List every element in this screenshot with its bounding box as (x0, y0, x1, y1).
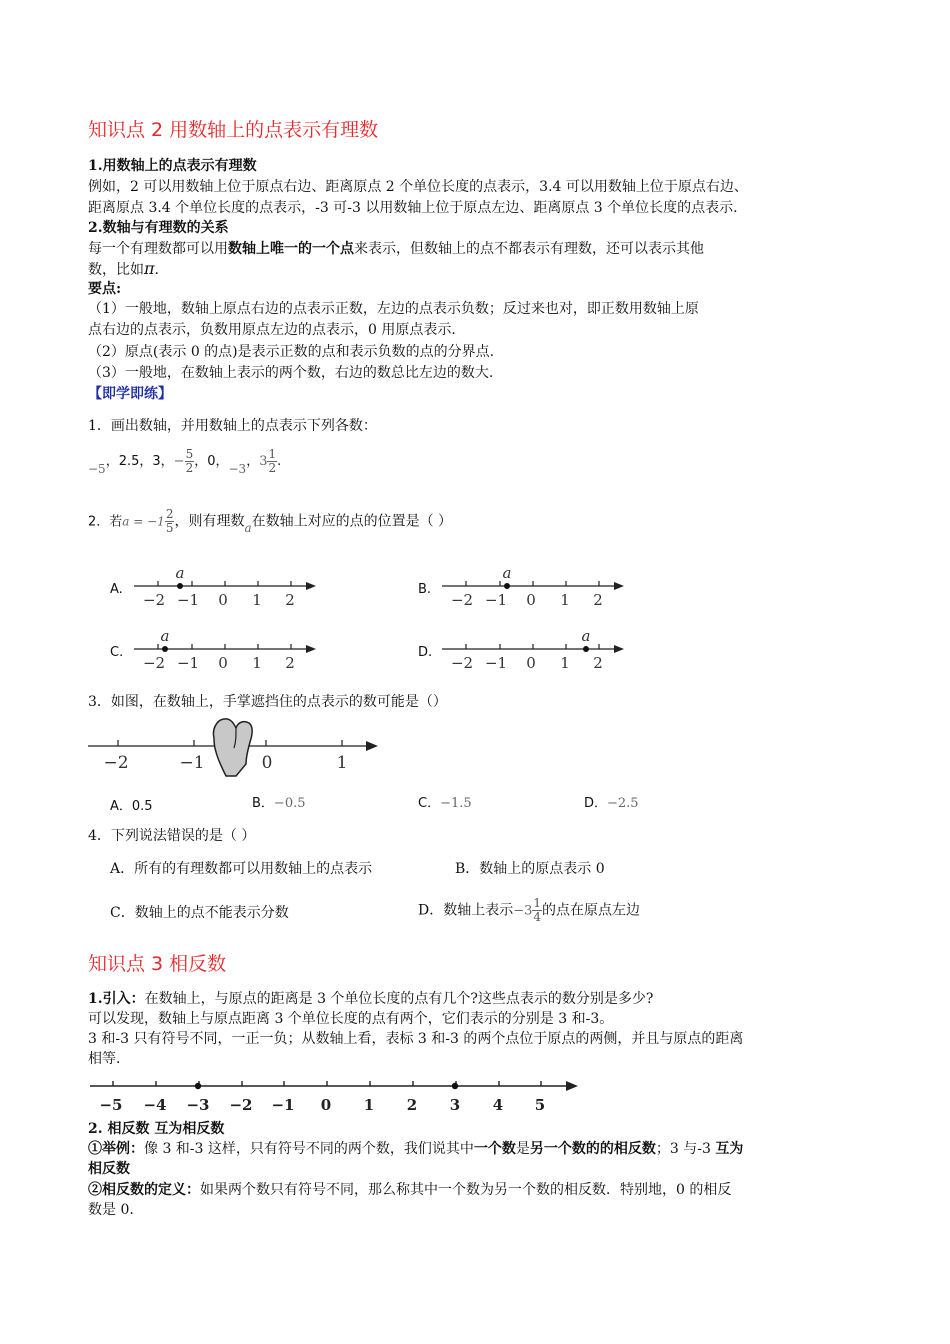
option-value: −2.5 (607, 796, 639, 811)
whole-part: 3 (259, 454, 268, 469)
number-line-hand (86, 716, 386, 788)
text-span: 是 (515, 1141, 530, 1157)
key-point-1-cont: 点右边的点表示，负数用原点左边的点表示，0 用原点表示. (88, 322, 456, 338)
bold-text-span: 另一个数的的相反数 (529, 1141, 656, 1157)
bold-label: ①举例： (88, 1141, 144, 1157)
paragraph-line (88, 239, 704, 259)
example-line-1 (88, 1139, 743, 1159)
paragraph-line (88, 259, 159, 280)
tick-label: −1 (271, 1096, 295, 1114)
fraction-5-2 (185, 448, 195, 475)
paragraph-line: 例如，2 可以用数轴上位于原点右边、距离原点 2 个单位长度的点表示，3.4 可以用数轴上位于原点右边、 (88, 179, 748, 195)
paragraph-line: 距离原点 3.4 个单位长度的点表示，-3 可-3 以用数轴上位于原点左边、距离原点 3 个单位长度的点表示. (88, 200, 738, 216)
numerator: 5 (185, 447, 194, 461)
tick-label: 3 (449, 1096, 461, 1114)
text-span: 数，比如 (88, 262, 144, 278)
question-1: 1．画出数轴，并用数轴上的点表示下列各数： (88, 418, 377, 434)
text-span: 像 3 和-3 这样，只有符号不同的两个数，我们说其中 (144, 1141, 474, 1157)
point-label: a (581, 628, 591, 645)
tick-label: −1 (176, 654, 200, 672)
option-value: −1.5 (440, 796, 472, 811)
separator: ， (246, 454, 260, 469)
tick-label: 0 (320, 1096, 332, 1114)
bold-label: 1.引入： (88, 991, 145, 1007)
tick-label: 2 (593, 591, 603, 609)
intro-line-3: 3 和-3 只有符号不同，一正一负；从数轴上看，表标 3 和-3 的两个点位于原点的两侧，并且与原点的距离 (88, 1031, 744, 1047)
tick-label: 2 (593, 654, 603, 672)
intro-line-1 (88, 989, 653, 1009)
number-line-option-b (438, 565, 638, 610)
tick-label: 1 (560, 591, 570, 609)
point-label: a (502, 565, 512, 582)
expression: a = −1 (122, 514, 165, 529)
text-span: . (154, 262, 159, 278)
q4-option-c[interactable]: C．数轴上的点不能表示分数 (110, 905, 289, 921)
text-span: 在数轴上对应的点的位置是（ ） (251, 513, 453, 530)
separator: ，0， (194, 454, 229, 469)
tick-label: −2 (229, 1096, 253, 1114)
number-line-option-a (130, 565, 330, 610)
option-label: C． (418, 796, 441, 811)
key-point-2: （2）原点(表示 0 的点)是表示正数的点和表示负数的点的分界点. (88, 344, 495, 360)
denominator: 2 (185, 461, 194, 475)
intro-line-2: 可以发现，数轴上与原点距离 3 个单位长度的点有两个，它们表示的分别是 3 和-3。 (88, 1011, 614, 1027)
bold-text-span: 一个数 (473, 1141, 516, 1157)
tick-label: −1 (176, 591, 200, 609)
number-line-option-d (438, 628, 638, 673)
example-line-2: 相反数 (88, 1161, 130, 1177)
number-item: −5 (88, 462, 106, 476)
text-span: 2．若 (88, 514, 123, 530)
point-3 (452, 1083, 458, 1089)
key-points-label: 要点: (88, 281, 122, 297)
text-span: 每一个有理数都可以用 (88, 241, 228, 257)
subtitle-2: 2.数轴与有理数的关系 (88, 220, 229, 236)
separator: . (277, 454, 282, 469)
denominator: 2 (268, 461, 277, 475)
q3-option-d[interactable] (584, 792, 639, 811)
denominator: 4 (533, 910, 542, 924)
question-1-numbers (88, 448, 281, 475)
tick-label: −2 (142, 654, 166, 672)
key-point-1: （1）一般地，数轴上原点右边的点表示正数，左边的点表示负数；反过来也对，即正数用数轴上原 (88, 301, 699, 317)
q4-option-a[interactable]: A．所有的有理数都可以用数轴上的点表示 (110, 861, 373, 877)
text-span: D．数轴上表示 (418, 902, 514, 919)
number-item: −3 (228, 462, 247, 476)
bold-text-span: 数轴上唯一的一个点 (228, 241, 354, 257)
tick-label: 0 (218, 654, 228, 672)
point-a (504, 583, 510, 589)
number-line-option-c (130, 628, 330, 673)
minus-sign: − (173, 454, 185, 469)
tick-label: 1 (252, 654, 262, 672)
tick-label: 0 (526, 654, 536, 672)
q4-option-d[interactable] (418, 897, 640, 924)
pi-symbol: π (144, 259, 155, 278)
text-span: ，则有理数 (174, 513, 245, 530)
tick-label: −2 (450, 591, 474, 609)
point-a (162, 646, 168, 652)
option-d-label[interactable]: D. (418, 645, 433, 660)
q4-option-b[interactable]: B．数轴上的原点表示 0 (455, 861, 605, 877)
tick-label: −1 (484, 591, 508, 609)
question-2 (88, 508, 452, 535)
tick-label: 2 (406, 1096, 418, 1114)
number-line-opposites (88, 1072, 588, 1118)
bold-text-span: 互为 (715, 1141, 744, 1157)
text-span: 如果两个数只有符号不同，那么称其中一个数为另一个数的相反数．特别地，0 的相反 (200, 1182, 732, 1198)
tick-label: 0 (526, 591, 536, 609)
point-label: a (160, 628, 170, 645)
option-value: −0.5 (273, 796, 306, 811)
fraction-2-5 (165, 508, 175, 535)
practice-label: 【即学即练】 (88, 386, 172, 402)
section-title-kp3: 知识点 3 相反数 (88, 953, 227, 975)
tick-label: −4 (143, 1096, 167, 1114)
tick-label: 1 (363, 1096, 375, 1114)
fraction-1-2 (267, 448, 277, 475)
subtitle-1: 1.用数轴上的点表示有理数 (88, 158, 257, 174)
numerator: 1 (268, 447, 277, 461)
tick-label: 0 (218, 591, 228, 609)
numerator: 2 (165, 507, 174, 521)
subtitle-opposites: 2. 相反数 互为相反数 (88, 1121, 225, 1137)
numerator: 1 (533, 896, 542, 910)
intro-line-4: 相等. (88, 1051, 121, 1067)
tick-label: 2 (285, 591, 295, 609)
denominator: 5 (165, 521, 174, 535)
section-title-kp2: 知识点 2 用数轴上的点表示有理数 (88, 119, 379, 141)
hand-icon (213, 719, 252, 776)
tick-label: 1 (336, 753, 348, 773)
tick-label: 5 (534, 1096, 546, 1114)
text-span: 在数轴上，与原点的距离是 3 个单位长度的点有几个?这些点表示的数分别是多少? (144, 991, 654, 1007)
separator: ，2.5，3， (105, 454, 174, 469)
text-span: ；3 与-3 (655, 1141, 716, 1157)
tick-label: 2 (285, 654, 295, 672)
definition-line-1 (88, 1180, 731, 1200)
text-span: 的点在原点左边 (542, 902, 641, 919)
tick-label: 4 (492, 1096, 504, 1114)
point-a (583, 646, 589, 652)
q3-option-c[interactable] (418, 792, 472, 811)
point-a (177, 583, 183, 589)
question-4: 4．下列说法错误的是（ ） (88, 828, 256, 844)
point-minus-3 (195, 1083, 201, 1089)
option-label: D． (584, 796, 608, 811)
question-3: 3．如图，在数轴上，手掌遮挡住的点表示的数可能是（） (88, 694, 447, 710)
tick-label: 1 (252, 591, 262, 609)
tick-label: −5 (99, 1096, 123, 1114)
tick-label: 1 (560, 654, 570, 672)
expression: −3 (513, 903, 533, 919)
tick-label: −1 (179, 753, 205, 773)
variable-a: a (244, 520, 252, 535)
bold-label: ②相反数的定义： (88, 1182, 200, 1198)
point-label: a (175, 565, 185, 582)
option-b-label[interactable]: B. (418, 582, 432, 597)
fraction-1-4 (532, 897, 542, 924)
option-c-label[interactable]: C. (110, 645, 124, 660)
key-point-3: （3）一般地，在数轴上表示的两个数，右边的数总比左边的数大. (88, 365, 494, 381)
text-span: 来表示，但数轴上的点不都表示有理数，还可以表示其他 (354, 241, 704, 257)
tick-label: −3 (186, 1096, 210, 1114)
tick-label: −2 (103, 753, 129, 773)
q3-option-a[interactable]: A．0.5 (110, 799, 153, 814)
definition-line-2: 数是 0. (88, 1202, 134, 1218)
option-a-label[interactable]: A. (110, 582, 123, 597)
option-label: B． (252, 796, 274, 811)
q3-option-b[interactable] (252, 792, 306, 811)
tick-label: −2 (450, 654, 474, 672)
tick-label: −1 (484, 654, 508, 672)
tick-label: 0 (261, 753, 273, 773)
tick-label: −2 (142, 591, 166, 609)
